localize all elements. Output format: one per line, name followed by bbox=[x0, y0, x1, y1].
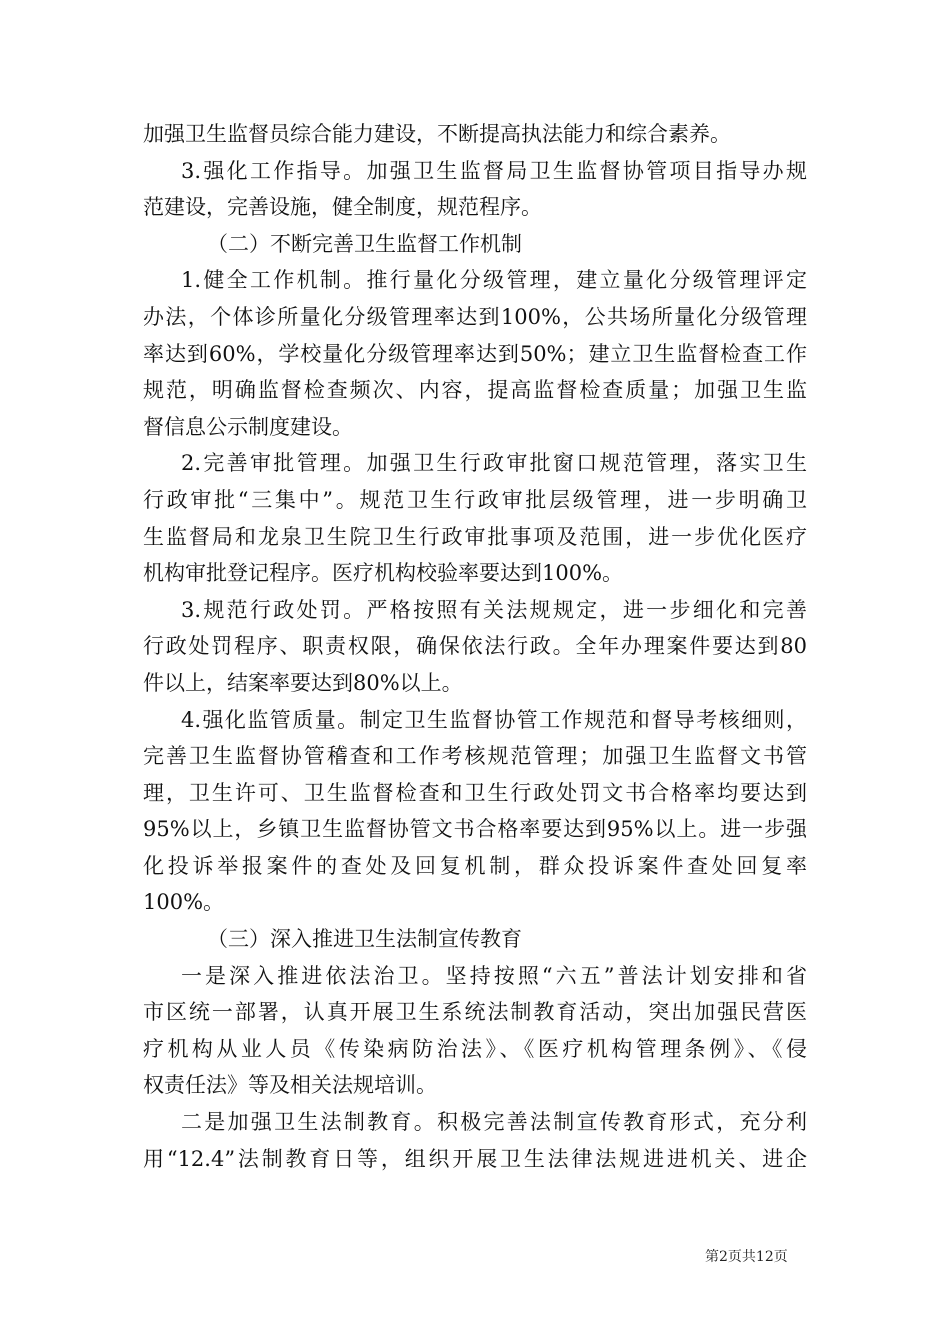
text-line: 完善卫生监督协管稽查和工作考核规范管理；加强卫生监督文书管 bbox=[143, 744, 807, 769]
text-line: 疗机构从业人员《传染病防治法》、《医疗机构管理条例》、《侵 bbox=[143, 1036, 807, 1061]
text-line: 行政处罚程序、职责权限，确保依法行政。全年办理案件要达到80 bbox=[143, 634, 807, 659]
text-line: 1.健全工作机制。推行量化分级管理，建立量化分级管理评定 bbox=[181, 268, 807, 293]
section-heading: （三）深入推进卫生法制宣传教育 bbox=[207, 927, 522, 952]
text-line: 范建设，完善设施，健全制度，规范程序。 bbox=[143, 195, 542, 220]
text-line: 4.强化监管质量。制定卫生监督协管工作规范和督导考核细则， bbox=[181, 707, 807, 732]
text-line: 3.规范行政处罚。严格按照有关法规规定，进一步细化和完善 bbox=[181, 597, 807, 622]
text-line: 化投诉举报案件的查处及回复机制，群众投诉案件查处回复率 bbox=[143, 853, 807, 878]
page-number-footer: 第2页共12页 bbox=[705, 1249, 788, 1265]
text-line: 督信息公示制度建设。 bbox=[143, 414, 353, 439]
document-body bbox=[143, 116, 807, 1177]
text-line: 规范，明确监督检查频次、内容，提高监督检查质量；加强卫生监 bbox=[143, 378, 807, 403]
text-line: 件以上，结案率要达到80%以上。 bbox=[143, 670, 463, 695]
text-line: 3.强化工作指导。加强卫生监督局卫生监督协管项目指导办规 bbox=[181, 158, 807, 183]
text-line: 权责任法》等及相关法规培训。 bbox=[143, 1073, 437, 1098]
text-line: 加强卫生监督员综合能力建设，不断提高执法能力和综合素养。 bbox=[143, 122, 731, 146]
text-line: 100%。 bbox=[143, 890, 225, 915]
text-line: 一是深入推进依法治卫。坚持按照“六五”普法计划安排和省 bbox=[181, 963, 807, 988]
section-heading: （二）不断完善卫生监督工作机制 bbox=[207, 231, 522, 256]
text-line: 理，卫生许可、卫生监督检查和卫生行政处罚文书合格率均要达到 bbox=[143, 780, 807, 805]
text-line: 市区统一部署，认真开展卫生系统法制教育活动，突出加强民营医 bbox=[143, 1000, 807, 1025]
text-line: 用“12.4”法制教育日等，组织开展卫生法律法规进进机关、进企 bbox=[143, 1146, 807, 1171]
text-line: 机构审批登记程序。医疗机构校验率要达到100%。 bbox=[143, 561, 624, 586]
text-line: 2.完善审批管理。加强卫生行政审批窗口规范管理，落实卫生 bbox=[181, 451, 807, 476]
text-line: 生监督局和龙泉卫生院卫生行政审批事项及范围，进一步优化医疗 bbox=[143, 524, 807, 549]
text-line: 办法，个体诊所量化分级管理率达到100%，公共场所量化分级管理 bbox=[143, 304, 807, 329]
text-line: 率达到60%，学校量化分级管理率达到50%；建立卫生监督检查工作 bbox=[143, 341, 807, 366]
text-line: 二是加强卫生法制教育。积极完善法制宣传教育形式，充分利 bbox=[181, 1110, 807, 1135]
text-line: 行政审批“三集中”。规范卫生行政审批层级管理，进一步明确卫 bbox=[143, 487, 807, 512]
text-line: 95%以上，乡镇卫生监督协管文书合格率要达到95%以上。进一步强 bbox=[143, 817, 807, 842]
